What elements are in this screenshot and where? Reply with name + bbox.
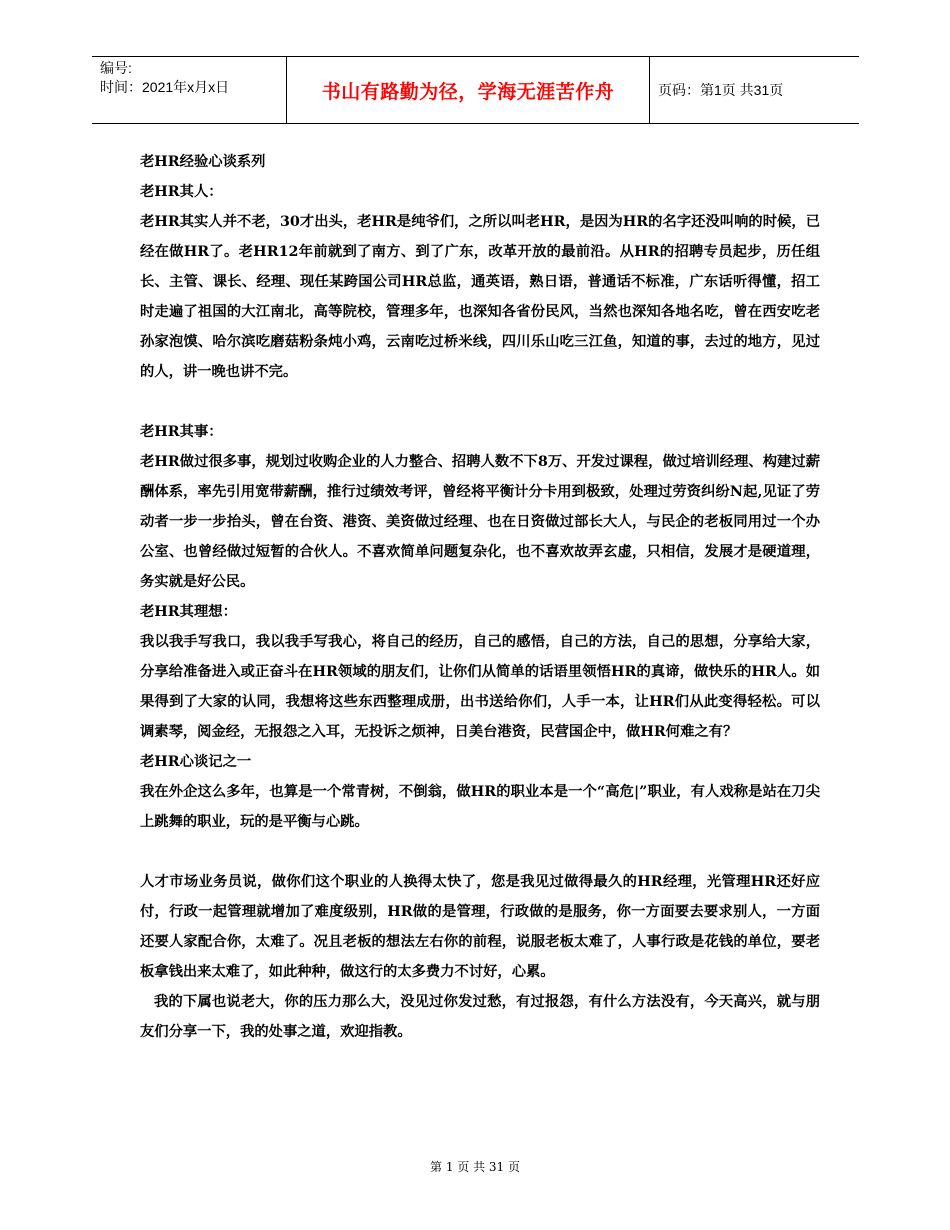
paragraph-gap — [140, 837, 820, 867]
document-number-label: 编号: — [100, 60, 132, 76]
document-time-label: 时间：2021年x月x日 — [100, 79, 230, 95]
paragraph-ideal: 我以我手写我口，我以我手写我心，将自己的经历，自己的感悟，自己的方法，自己的思想，分享给大家，分享给准备进入或正奋斗在HR领域的朋友们，让你们从简单的话语里领悟HR的真谛，做快乐的HR人。如果得到了大家的认同，我想将这些东西整理成册，出书送给你们，人手一本，让HR们从此变得轻松。可以调素琴，阅金经，无报怨之入耳，无投诉之烦神，日美台港资，民营国企中，做HR何难之有？ — [140, 634, 820, 740]
paragraph-talk-intro: 我在外企这么多年，也算是一个常青树，不倒翁，做HR的职业本是一个“高危|”职业，有人戏称是站在刀尖上跳舞的职业，玩的是平衡与心跳。 — [140, 784, 820, 830]
paragraph-talk-market: 人才市场业务员说，做你们这个职业的人换得太快了，您是我见过做得最久的HR经理，光管理HR还好应付，行政一起管理就增加了难度级别，HR做的是管理，行政做的是服务，你一方面要去要求别人，一方面还要人家配合你，太难了。况且老板的想法左右你的前程，说服老板太难了，人事行政是花钱的单位，要老板拿钱出来太难了，如此种种，做这行的太多费力不讨好，心累。 — [140, 874, 820, 980]
document-body — [140, 147, 820, 1047]
paragraph-person: 老HR其实人并不老，30才出头，老HR是纯爷们，之所以叫老HR，是因为HR的名字还没叫响的时候，已经在做HR了。老HR12年前就到了南方、到了广东，改革开放的最前沿。从HR的招聘专员起步，历任组长、主管、课长、经理、现任某跨国公司HR总监，通英语，熟日语，普通话不标准，广东话听得懂，招工时走遍了祖国的大江南北，高等院校，管理多年，也深知各省份民风，当然也深知各地名吃，曾在西安吃老孙家泡馍、哈尔滨吃磨菇粉条炖小鸡，云南吃过桥米线，四川乐山吃三江鱼，知道的事，去过的地方，见过的人，讲一晚也讲不完。 — [140, 214, 820, 380]
header-page-info: 页码：第1页 共31页 — [658, 82, 784, 98]
section-heading-talk-one: 老HR心谈记之一 — [140, 754, 252, 770]
header-motto: 书山有路勤为径，学海无涯苦作舟 — [286, 57, 650, 123]
page-header — [92, 56, 859, 124]
section-heading-deeds: 老HR其事： — [140, 424, 223, 440]
header-meta — [100, 59, 292, 97]
paragraph-talk-subordinate: 我的下属也说老大，你的压力那么大，没见过你发过愁，有过报怨，有什么方法没有，今天高兴，就与朋友们分享一下，我的处事之道，欢迎指教。 — [140, 994, 820, 1040]
paragraph-deeds: 老HR做过很多事，规划过收购企业的人力整合、招聘人数不下8万、开发过课程，做过培训经理、构建过薪酬体系，率先引用宽带薪酬，推行过绩效考评，曾经将平衡计分卡用到极致，处理过劳资纠纷N起,见证了劳动者一步一步抬头，曾在台资、港资、美资做过经理、也在日资做过部长大人，与民企的老板同用过一个办公室、也曾经做过短暂的合伙人。不喜欢简单问题复杂化，也不喜欢故弄玄虚，只相信，发展才是硬道理，务实就是好公民。 — [140, 454, 820, 590]
page-footer: 第 1 页 共 31 页 — [430, 1160, 520, 1174]
section-heading-ideal: 老HR其理想： — [140, 604, 237, 620]
section-heading-person: 老HR其人： — [140, 184, 223, 200]
series-title: 老HR经验心谈系列 — [140, 154, 266, 170]
paragraph-gap — [140, 387, 820, 417]
